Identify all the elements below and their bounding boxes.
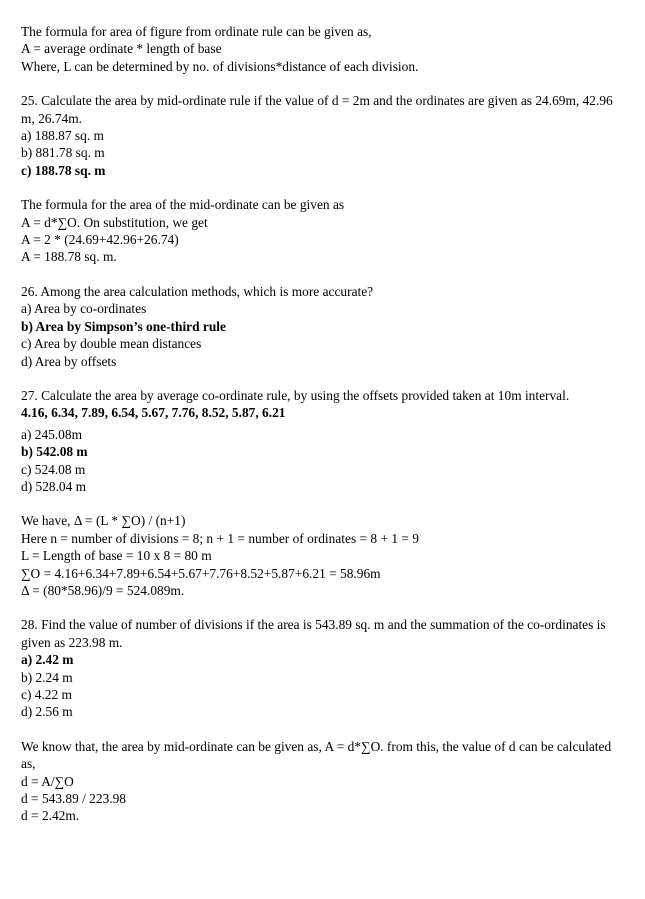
explanation-line: d = 543.89 / 223.98 <box>21 791 127 807</box>
question-text: 26. Among the area calculation methods, which is more accurate? <box>21 283 374 299</box>
document-page <box>21 23 621 825</box>
question-28 <box>21 616 621 720</box>
explanation-intro: We know that, the area by mid-ordinate can be given as, A = d*∑O. from this, the value of d can be calculated as, <box>21 738 612 772</box>
option-a: a) 188.87 sq. m <box>21 128 104 144</box>
explanation-line: A = 2 * (24.69+42.96+26.74) <box>21 232 179 248</box>
option-c: c) Area by double mean distances <box>21 336 202 352</box>
explanation-line: L = Length of base = 10 x 8 = 80 m <box>21 548 212 564</box>
question-27 <box>21 387 621 495</box>
intro-block <box>21 23 621 75</box>
question-text: 28. Find the value of number of divisions if the area is 543.89 sq. m and the summation of the co-ordinates is given as 223.98 m. <box>21 617 606 650</box>
option-b-correct: b) Area by Simpson’s one-third rule <box>21 318 226 334</box>
option-a: a) Area by co-ordinates <box>21 301 147 317</box>
option-d: d) Area by offsets <box>21 353 117 369</box>
explanation-line: d = A/∑O <box>21 773 74 789</box>
intro-line: A = average ordinate * length of base <box>21 41 222 57</box>
question-text: 27. Calculate the area by average co-ordinate rule, by using the offsets provided taken at 10m interval. <box>21 387 570 403</box>
option-c: c) 4.22 m <box>21 687 72 702</box>
explanation-line: d = 2.42m. <box>21 808 80 824</box>
explanation-line: A = d*∑O. On substitution, we get <box>21 214 208 230</box>
option-a: a) 245.08m <box>21 426 82 442</box>
intro-line: Where, L can be determined by no. of divisions*distance of each division. <box>21 58 419 74</box>
explanation-line: Here n = number of divisions = 8; n + 1 = number of ordinates = 8 + 1 = 9 <box>21 530 419 546</box>
option-b: b) 2.24 m <box>21 669 73 685</box>
explanation-line: A = 188.78 sq. m. <box>21 249 117 265</box>
option-a-correct: a) 2.42 m <box>21 652 74 668</box>
option-c-correct: c) 188.78 sq. m <box>21 162 106 178</box>
question-25 <box>21 92 621 179</box>
explanation-line: The formula for the area of the mid-ordinate can be given as <box>21 197 345 213</box>
intro-line: The formula for area of figure from ordinate rule can be given as, <box>21 24 372 39</box>
explanation-25 <box>21 196 621 266</box>
explanation-27 <box>21 512 621 599</box>
explanation-28 <box>21 738 621 825</box>
option-c: c) 524.08 m <box>21 461 86 477</box>
option-b: b) 881.78 sq. m <box>21 145 105 161</box>
question-text: 25. Calculate the area by mid-ordinate rule if the value of d = 2m and the ordinates are given as 24.69m, 42.96 m, 26.74m. <box>21 93 613 126</box>
option-d: d) 528.04 m <box>21 478 87 494</box>
option-d: d) 2.56 m <box>21 704 73 720</box>
explanation-line: We have, Δ = (L * ∑O) / (n+1) <box>21 513 186 529</box>
question-26 <box>21 283 621 370</box>
offsets-values: 4.16, 6.34, 7.89, 6.54, 5.67, 7.76, 8.52, 5.87, 6.21 <box>21 405 286 421</box>
explanation-line: ∑O = 4.16+6.34+7.89+6.54+5.67+7.76+8.52+5.87+6.21 = 58.96m <box>21 565 381 581</box>
explanation-line: Δ = (80*58.96)/9 = 524.089m. <box>21 582 185 598</box>
option-b-correct: b) 542.08 m <box>21 444 88 460</box>
